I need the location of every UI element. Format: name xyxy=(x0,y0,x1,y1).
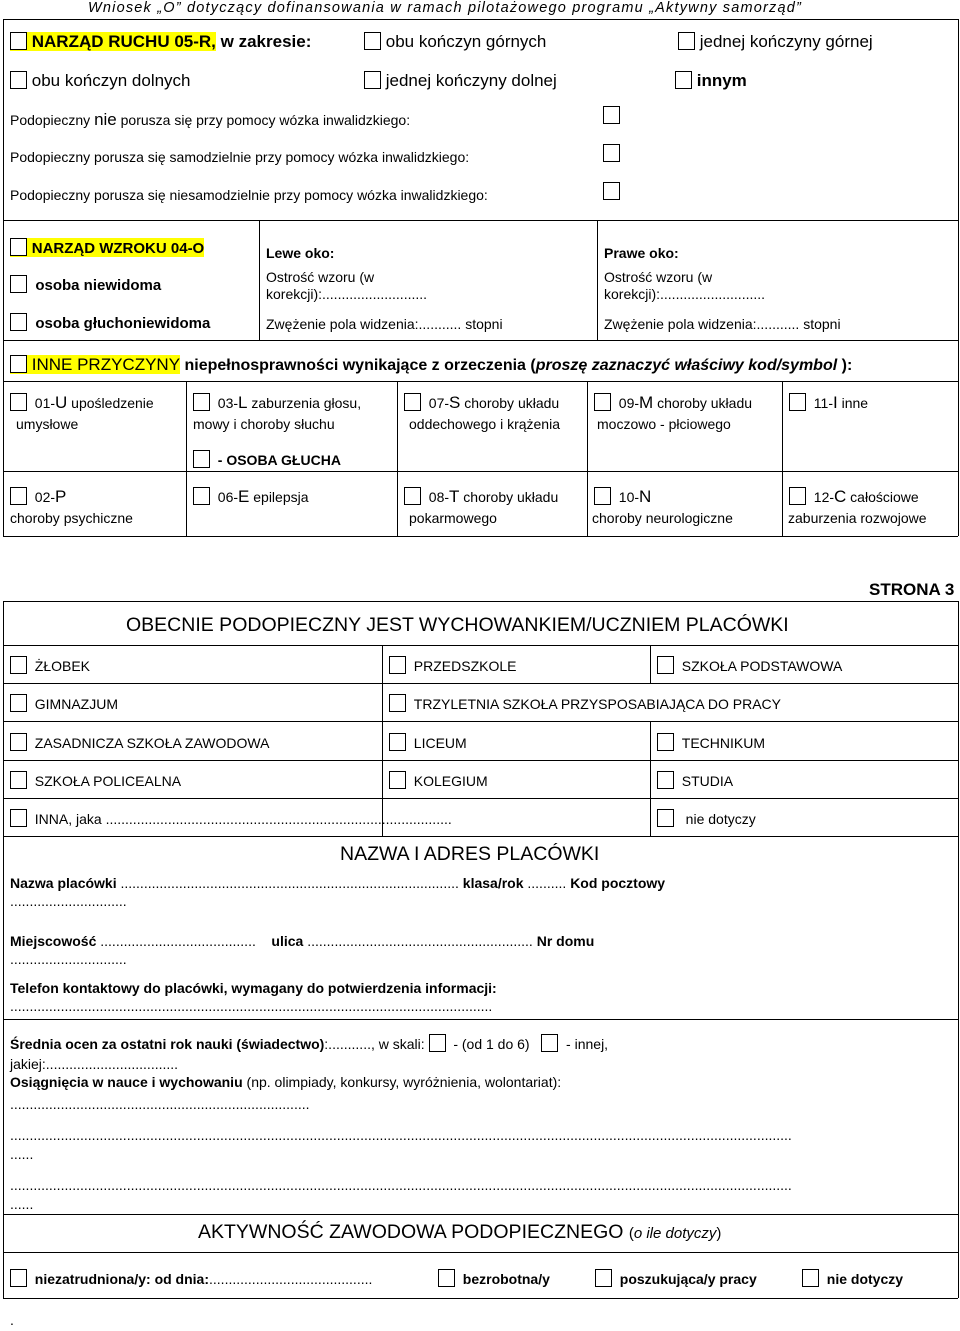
kod-09-desc: moczowo - płciowego xyxy=(597,416,731,432)
placowka-przedszkole[interactable]: PRZEDSZKOLE xyxy=(389,656,516,675)
osiagniecia-dots-5[interactable]: ...... xyxy=(10,1196,34,1212)
kod-03-desc: mowy i choroby słuchu xyxy=(193,416,335,432)
skala-1-6-checkbox[interactable] xyxy=(429,1034,446,1052)
lewe-ostrosc-1: Ostrość wzoru (w xyxy=(266,269,375,285)
prawe-ostrosc-2: korekcji):........................... xyxy=(604,286,766,302)
osiagniecia-label: Osiągnięcia w nauce i wychowaniu (np. olimpiady, konkursy, wyróżnienia, wolontariat): xyxy=(10,1074,562,1090)
kod-03-l[interactable]: 03-L zaburzenia głosu, xyxy=(193,393,361,412)
nr-domu-dots[interactable]: .............................. xyxy=(10,951,127,967)
prawe-zwezenie: Zwężenie pola widzenia:........... stopni xyxy=(604,316,841,332)
wozek-samodzielnie-label: Podopieczny porusza się samodzielnie przy pomocy wózka inwalidzkiego: xyxy=(10,149,470,165)
kod-pocztowy-dots[interactable]: .............................. xyxy=(10,893,127,909)
skala-jakiej[interactable]: jakiej:.................................. xyxy=(10,1056,179,1072)
aktywnosc-title: AKTYWNOŚĆ ZAWODOWA PODOPIECZNEGO (o ile dotyczy) xyxy=(198,1221,722,1243)
kod-03-osoba-glucha[interactable]: - OSOBA GŁUCHA xyxy=(193,450,341,469)
placowka-technikum[interactable]: TECHNIKUM xyxy=(657,733,765,752)
adres-title: NAZWA I ADRES PLACÓWKI xyxy=(340,843,600,865)
placowka-title: OBECNIE PODOPIECZNY JEST WYCHOWANKIEM/UCZNIEM PLACÓWKI xyxy=(126,614,789,636)
placowka-gimnazjum[interactable]: GIMNAZJUM xyxy=(10,694,118,713)
kod-07-desc: oddechowego i krążenia xyxy=(409,416,560,432)
placowka-studia[interactable]: STUDIA xyxy=(657,771,733,790)
wzrok-option-gluchoniewidoma[interactable]: osoba głuchoniewidoma xyxy=(10,313,210,332)
wozek-nie-label: Podopieczny nie porusza się przy pomocy wózka inwalidzkiego: xyxy=(10,110,411,129)
kod-01-desc: umysłowe xyxy=(16,416,79,432)
kod-02-desc: choroby psychiczne xyxy=(10,510,133,526)
telefon-label: Telefon kontaktowy do placówki, wymagany do potwierdzenia informacji: xyxy=(10,980,497,996)
osiagniecia-dots-3[interactable]: ...... xyxy=(10,1146,34,1162)
wozek-niesamodzielnie-checkbox[interactable] xyxy=(603,182,620,200)
ruch-option-obu-gornych[interactable]: obu kończyn górnych xyxy=(364,32,546,50)
lewe-ostrosc-2: korekcji):........................... xyxy=(266,286,428,302)
kod-08-t[interactable]: 08-T choroby układu xyxy=(404,487,558,506)
kod-02-p[interactable]: 02-P xyxy=(10,487,66,506)
kod-09-m[interactable]: 09-M choroby układu xyxy=(594,393,752,412)
lewe-zwezenie: Zwężenie pola widzenia:........... stopni xyxy=(266,316,503,332)
kod-12-desc: zaburzenia rozwojowe xyxy=(788,510,927,526)
footer-dot: . xyxy=(10,1312,14,1328)
placowka-szkola-podstawowa[interactable]: SZKOŁA PODSTAWOWA xyxy=(657,656,842,675)
ruch-checkbox[interactable] xyxy=(10,32,27,50)
srednia-line: Średnia ocen za ostatni rok nauki (świadectwo):..........., w skali: - (od 1 do 6) - innej, xyxy=(10,1036,609,1052)
ruch-title-row: NARZĄD RUCHU 05-R, w zakresie: xyxy=(10,32,311,50)
placowka-zlobek[interactable]: ŻŁOBEK xyxy=(10,656,90,675)
kod-10-n[interactable]: 10-N xyxy=(594,487,651,506)
prawe-ostrosc-1: Ostrość wzoru (w xyxy=(604,269,713,285)
placowka-kolegium[interactable]: KOLEGIUM xyxy=(389,771,488,790)
poszukujaca-option[interactable]: poszukująca/y pracy xyxy=(595,1269,757,1288)
inne-title: INNE PRZYCZYNY niepełnosprawności wynikające z orzeczenia (proszę zaznaczyć właściwy kod/symbol ): xyxy=(10,355,852,374)
osiagniecia-dots-4[interactable]: ......................................................................................................................................................................................................... xyxy=(10,1177,792,1193)
aktyw-nie-dotyczy-option[interactable]: nie dotyczy xyxy=(802,1269,903,1288)
kod-06-e[interactable]: 06-E epilepsja xyxy=(193,487,309,506)
wzrok-checkbox[interactable] xyxy=(10,238,27,256)
placowka-liceum[interactable]: LICEUM xyxy=(389,733,467,752)
kod-11-i[interactable]: 11-I inne xyxy=(789,393,868,412)
ruch-option-jednej-gornej[interactable]: jednej kończyny górnej xyxy=(678,32,873,50)
kod-08-desc: pokarmowego xyxy=(409,510,497,526)
niezatrudniona-option[interactable]: niezatrudniona/y: od dnia:.......................................... xyxy=(10,1269,372,1288)
wzrok-title: NARZĄD WZROKU 04-O xyxy=(10,238,204,257)
osiagniecia-dots-2[interactable]: ......................................................................................................................................................................................................... xyxy=(10,1127,792,1143)
placowka-zasadnicza[interactable]: ZASADNICZA SZKOŁA ZAWODOWA xyxy=(10,733,269,752)
kod-07-s[interactable]: 07-S choroby układu xyxy=(404,393,559,412)
telefon-dots[interactable]: ............................................................................................................................ xyxy=(10,998,493,1014)
skala-inna-checkbox[interactable] xyxy=(541,1034,558,1052)
kod-01-u[interactable]: 01-U upośledzenie xyxy=(10,393,154,412)
placowka-nie-dotyczy[interactable]: nie dotyczy xyxy=(657,809,756,828)
nazwa-placowki-line[interactable]: Nazwa placówki ....................................................................................... klasa/rok .......... Kod pocztowy xyxy=(10,875,666,891)
lewe-oko-label: Lewe oko: xyxy=(266,245,335,261)
wozek-nie-checkbox[interactable] xyxy=(603,106,620,124)
placowka-policealna[interactable]: SZKOŁA POLICEALNA xyxy=(10,771,181,790)
ruch-option-jednej-dolnej[interactable]: jednej kończyny dolnej xyxy=(364,71,557,89)
miejscowosc-line[interactable]: Miejscowość ........................................ ulica .......................................................... Nr domu xyxy=(10,933,595,949)
prawe-oko-label: Prawe oko: xyxy=(604,245,679,261)
ruch-option-obu-dolnych[interactable]: obu kończyn dolnych xyxy=(10,71,191,89)
osiagniecia-dots-1[interactable]: ............................................................................. xyxy=(10,1096,310,1112)
placowka-inna[interactable]: INNA, jaka ......................................................................................... xyxy=(10,809,452,828)
wozek-niesamodzielnie-label: Podopieczny porusza się niesamodzielnie przy pomocy wózka inwalidzkiego: xyxy=(10,187,488,203)
kod-12-c[interactable]: 12-C całościowe xyxy=(789,487,919,506)
bezrobotna-option[interactable]: bezrobotna/y xyxy=(438,1269,550,1288)
placowka-trzyletnia[interactable]: TRZYLETNIA SZKOŁA PRZYSPOSABIAJĄCA DO PRACY xyxy=(389,694,781,713)
ruch-option-innym[interactable]: innym xyxy=(675,71,747,89)
kod-10-desc: choroby neurologiczne xyxy=(592,510,733,526)
document-header: Wniosek „O” dotyczący dofinansowania w ramach pilotażowego programu „Aktywny samorząd” xyxy=(88,0,803,16)
inne-checkbox[interactable] xyxy=(10,355,27,373)
wozek-samodzielnie-checkbox[interactable] xyxy=(603,144,620,162)
wzrok-option-niewidoma[interactable]: osoba niewidoma xyxy=(10,275,161,294)
strona-label: STRONA 3 xyxy=(869,580,955,599)
